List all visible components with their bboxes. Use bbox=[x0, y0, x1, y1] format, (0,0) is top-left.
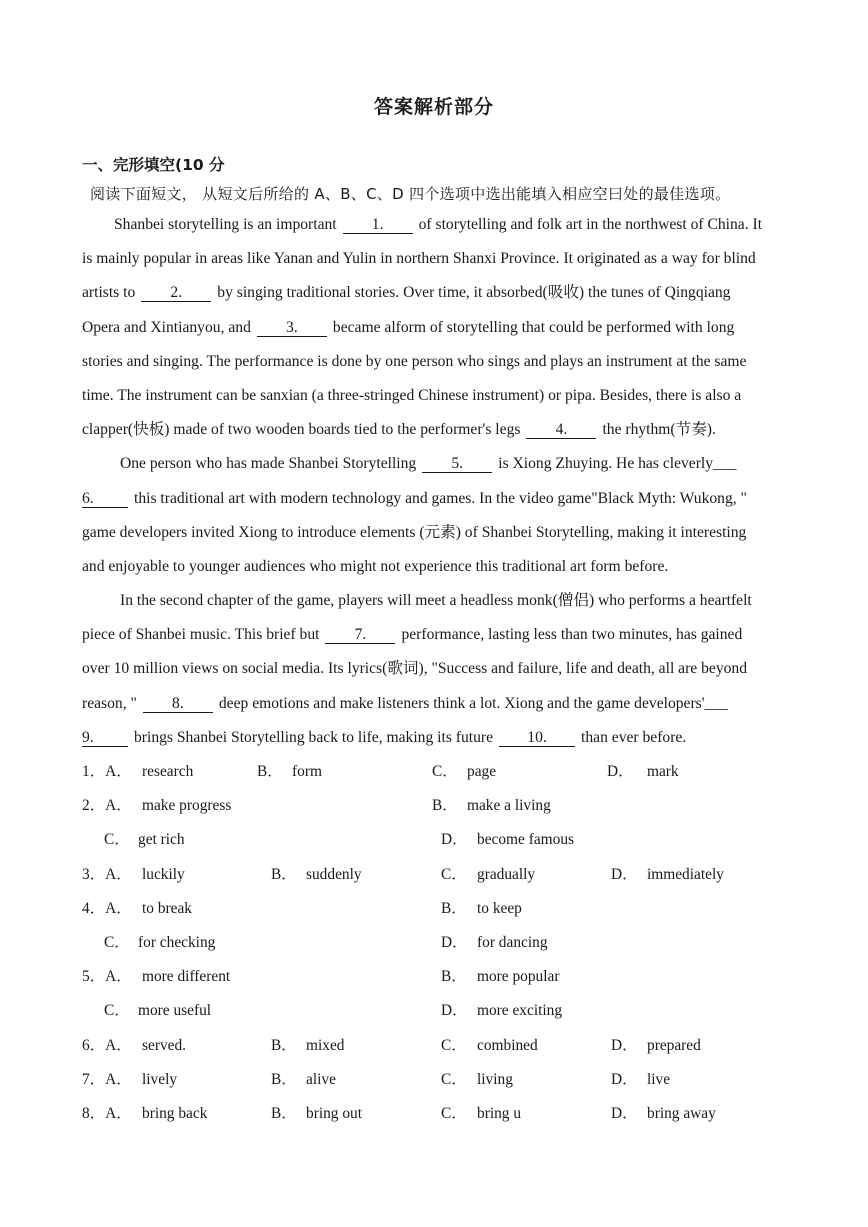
option-d: more exciting bbox=[477, 1002, 563, 1020]
option-b: make a living bbox=[467, 797, 551, 815]
section-heading: 一、完形填空(10 分 bbox=[82, 156, 225, 174]
question-row bbox=[82, 1029, 782, 1063]
question-row-continued bbox=[82, 823, 782, 857]
option-c-label: C． bbox=[104, 933, 130, 951]
option-a: luckily bbox=[142, 865, 185, 883]
option-a: served. bbox=[142, 1036, 187, 1054]
option-b-label: B． bbox=[441, 968, 467, 986]
option-d-label: D． bbox=[607, 763, 634, 780]
option-c-label: C． bbox=[441, 1070, 467, 1088]
options-list bbox=[82, 755, 782, 1131]
question-row bbox=[82, 1097, 782, 1131]
passage-line: Opera and Xintianyou, and 3. became alform of storytelling that could be performed with long bbox=[82, 318, 735, 336]
blank-8: 8. bbox=[143, 696, 213, 713]
option-c: combined bbox=[477, 1036, 538, 1054]
blank-6: 6. bbox=[82, 491, 128, 508]
option-d: become famous bbox=[477, 831, 575, 849]
passage-line: clapper(快板) made of two wooden boards tied to the performer's legs 4. the rhythm(节奏). bbox=[82, 421, 716, 439]
passage-line: artists to 2. by singing traditional stories. Over time, it absorbed(吸收) the tunes of Qingqiang bbox=[82, 284, 731, 302]
passage-line: time. The instrument can be sanxian (a three-stringed Chinese instrument) or pipa. Besides, there is also a bbox=[82, 386, 742, 404]
passage bbox=[82, 208, 792, 755]
question-number: 8．A． bbox=[82, 1104, 132, 1122]
option-c-label: C． bbox=[432, 763, 458, 780]
option-d-label: D． bbox=[441, 831, 468, 849]
question-row bbox=[82, 892, 782, 926]
option-b: alive bbox=[306, 1070, 336, 1088]
passage-line: One person who has made Shanbei Storytelling 5. is Xiong Zhuying. He has cleverly___ bbox=[120, 455, 737, 473]
option-d-label: D． bbox=[441, 1002, 468, 1020]
blank-5: 5. bbox=[422, 456, 492, 473]
option-d-label: D． bbox=[611, 1036, 638, 1054]
question-number: 4．A． bbox=[82, 899, 132, 917]
option-b: more popular bbox=[477, 968, 560, 986]
passage-line: In the second chapter of the game, players will meet a headless monk(僧侣) who performs a heartfelt bbox=[120, 592, 752, 610]
option-d: live bbox=[647, 1070, 671, 1088]
question-row bbox=[82, 789, 782, 823]
option-c: bring u bbox=[477, 1104, 522, 1122]
option-d: bring away bbox=[647, 1104, 716, 1122]
option-c: for checking bbox=[138, 933, 216, 951]
question-number: 7．A． bbox=[82, 1070, 132, 1088]
passage-line: is mainly popular in areas like Yanan and Yulin in northern Shanxi Province. It originated as a way for blind bbox=[82, 250, 756, 268]
passage-line: 9. brings Shanbei Storytelling back to life, making its future 10. than ever before. bbox=[82, 728, 687, 746]
question-row bbox=[82, 858, 782, 892]
question-row bbox=[82, 960, 782, 994]
option-c: page bbox=[467, 763, 497, 780]
option-c: more useful bbox=[138, 1002, 212, 1020]
passage-line: game developers invited Xiong to introduce elements (元素) of Shanbei Storytelling, making it interesting bbox=[82, 523, 747, 541]
blank-7: 7. bbox=[325, 627, 395, 644]
option-b: suddenly bbox=[306, 865, 362, 883]
blank-10: 10. bbox=[499, 730, 575, 747]
question-number: 1．A． bbox=[82, 763, 132, 780]
option-a: bring back bbox=[142, 1104, 208, 1122]
page-title: 答案解析部分 bbox=[373, 96, 494, 118]
option-c-label: C． bbox=[104, 1002, 130, 1020]
passage-line: piece of Shanbei music. This brief but 7. performance, lasting less than two minutes, has gained bbox=[82, 626, 743, 644]
question-number: 6．A． bbox=[82, 1036, 132, 1054]
blank-3: 3. bbox=[257, 320, 327, 337]
option-b-label: B． bbox=[257, 763, 283, 780]
question-row-continued bbox=[82, 926, 782, 960]
question-row bbox=[82, 755, 782, 789]
option-b-label: B． bbox=[271, 1036, 297, 1054]
blank-9: 9. bbox=[82, 730, 128, 747]
option-c-label: C． bbox=[441, 1104, 467, 1122]
passage-line: over 10 million views on social media. Its lyrics(歌词), "Success and failure, life and death, all are beyond bbox=[82, 660, 748, 678]
option-c-label: C． bbox=[441, 1036, 467, 1054]
option-a: make progress bbox=[142, 797, 232, 815]
passage-line: 6. this traditional art with modern technology and games. In the video game"Black Myth: Wukong, " bbox=[82, 489, 747, 507]
option-c: gradually bbox=[477, 865, 536, 883]
option-c-label: C． bbox=[104, 831, 130, 849]
question-number: 5．A． bbox=[82, 968, 132, 986]
option-b: mixed bbox=[306, 1036, 345, 1054]
option-b-label: B． bbox=[441, 899, 467, 917]
blank-2: 2. bbox=[141, 285, 211, 302]
option-a: to break bbox=[142, 899, 192, 917]
option-a: lively bbox=[142, 1070, 178, 1088]
option-b-label: B． bbox=[271, 1104, 297, 1122]
option-b: to keep bbox=[477, 899, 522, 917]
option-d-label: D． bbox=[611, 1104, 638, 1122]
option-b-label: B． bbox=[432, 797, 458, 815]
passage-line: Shanbei storytelling is an important 1. of storytelling and folk art in the northwest of China. It bbox=[114, 216, 763, 233]
option-d: prepared bbox=[647, 1036, 701, 1054]
instructions: 阅读下面短文， 从短文后所给的 A、B、C、D 四个选项中选出能填入相应空曰处的最佳选项。 bbox=[90, 185, 731, 203]
question-row-continued bbox=[82, 994, 782, 1028]
question-number: 3．A． bbox=[82, 865, 132, 883]
passage-line: reason, " 8. deep emotions and make listeners think a lot. Xiong and the game developers'___ bbox=[82, 694, 728, 712]
option-d-label: D． bbox=[441, 933, 468, 951]
option-d-label: D． bbox=[611, 865, 638, 883]
passage-line: stories and singing. The performance is done by one person who sings and plays an instrument at the same bbox=[82, 352, 747, 370]
option-a: more different bbox=[142, 968, 231, 986]
question-number: 2．A． bbox=[82, 797, 132, 815]
option-b: bring out bbox=[306, 1104, 363, 1122]
question-row bbox=[82, 1063, 782, 1097]
blank-1: 1. bbox=[343, 217, 413, 234]
passage-line: and enjoyable to younger audiences who might not experience this traditional art form before. bbox=[82, 557, 669, 575]
option-c-label: C． bbox=[441, 865, 467, 883]
option-d: mark bbox=[647, 763, 679, 780]
option-a: research bbox=[142, 763, 194, 780]
option-b-label: B． bbox=[271, 1070, 297, 1088]
option-d-label: D． bbox=[611, 1070, 638, 1088]
option-d: for dancing bbox=[477, 933, 548, 951]
blank-4: 4. bbox=[526, 422, 596, 439]
option-c: living bbox=[477, 1070, 513, 1088]
option-d: immediately bbox=[647, 865, 724, 883]
option-b: form bbox=[292, 763, 322, 780]
option-b-label: B． bbox=[271, 865, 297, 883]
option-c: get rich bbox=[138, 831, 185, 849]
